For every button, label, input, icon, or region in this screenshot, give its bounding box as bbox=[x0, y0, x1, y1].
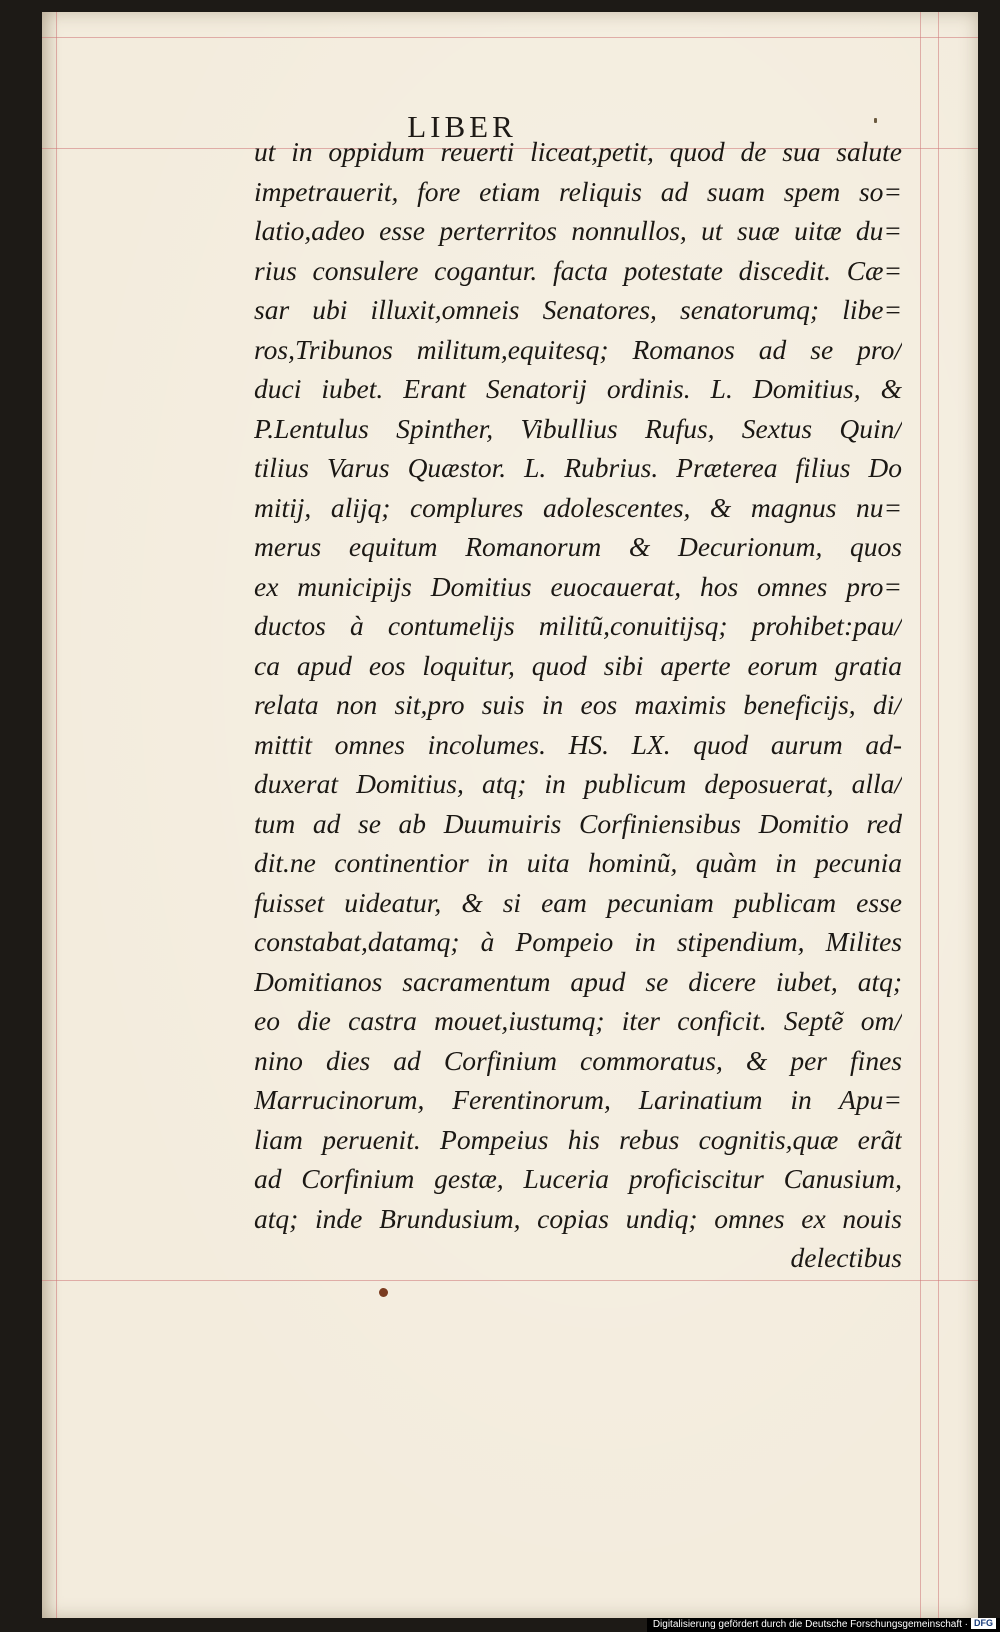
text-line: liam peruenit. Pompeius his rebus cognitis,quæ erãt bbox=[254, 1123, 902, 1155]
text-line: latio,adeo esse perterritos nonnullos, ut suæ uitæ du= bbox=[254, 215, 902, 246]
running-header: LIBER bbox=[407, 109, 517, 144]
grid-rule bbox=[42, 1280, 978, 1281]
text-line: ut in oppidum reuerti liceat,petit, quod de sua salute bbox=[254, 136, 902, 167]
ink-mark bbox=[874, 118, 877, 123]
text-line: merus equitum Romanorum & Decurionum, quos bbox=[254, 531, 902, 562]
grid-rule bbox=[938, 12, 939, 1618]
ink-blot bbox=[379, 1288, 388, 1297]
footer-banner bbox=[647, 1618, 1000, 1632]
text-line: fuisset uideatur, & si eam pecuniam publicam esse bbox=[254, 886, 902, 918]
grid-rule bbox=[920, 12, 921, 1618]
text-line: Marrucinorum, Ferentinorum, Larinatium in Apu= bbox=[254, 1084, 902, 1115]
text-line: ca apud eos loquitur, quod sibi aperte eorum gratia bbox=[254, 649, 902, 681]
text-line: impetrauerit, fore etiam reliquis ad suam spem so= bbox=[254, 175, 902, 207]
text-line: tilius Varus Quæstor. L. Rubrius. Præterea filius Do bbox=[254, 452, 902, 483]
page-text bbox=[254, 132, 902, 1278]
text-line: atq; inde Brundusium, copias undiq; omnes ex nouis bbox=[254, 1202, 902, 1234]
text-line: ros,Tribunos militum,equitesq; Romanos ad se pro/ bbox=[254, 333, 902, 365]
text-line: nino dies ad Corfinium commoratus, & per fines bbox=[254, 1044, 902, 1076]
dfg-logo: DFG bbox=[971, 1618, 996, 1629]
text-line: duxerat Domitius, atq; in publicum deposuerat, alla/ bbox=[254, 768, 902, 799]
text-line: ex municipijs Domitius euocauerat, hos omnes pro= bbox=[254, 570, 902, 602]
text-line: mitij, alijq; complures adolescentes, & magnus nu= bbox=[254, 491, 902, 523]
text-line: rius consulere cogantur. facta potestate discedit. Cæ= bbox=[254, 254, 902, 286]
footer-text: Digitalisierung gefördert durch die Deutsche Forschungsgemeinschaft · bbox=[652, 1619, 968, 1630]
grid-rule bbox=[42, 37, 978, 38]
text-line: constabat,datamq; à Pompeio in stipendium, Milites bbox=[254, 926, 902, 957]
catchword: delectibus bbox=[790, 1242, 902, 1273]
text-line: dit.ne continentior in uita hominũ, quàm in pecunia bbox=[254, 847, 902, 878]
text-line: eo die castra mouet,iustumq; iter conficit. Septẽ om/ bbox=[254, 1005, 902, 1036]
text-line: sar ubi illuxit,omneis Senatores, senatorumq; libe= bbox=[254, 294, 902, 325]
text-line: ad Corfinium gestæ, Luceria proficiscitur Canusium, bbox=[254, 1163, 902, 1194]
text-line: ductos à contumelijs militũ,conuitijsq; prohibet:pau/ bbox=[254, 610, 902, 641]
text-line: tum ad se ab Duumuiris Corfiniensibus Domitio red bbox=[254, 807, 902, 839]
text-line: mittit omnes incolumes. HS. LX. quod aurum ad- bbox=[254, 728, 902, 760]
text-line: duci iubet. Erant Senatorij ordinis. L. Domitius, & bbox=[254, 373, 902, 404]
grid-rule bbox=[56, 12, 57, 1618]
text-line: P.Lentulus Spinther, Vibullius Rufus, Sextus Quin/ bbox=[254, 412, 902, 444]
text-line: relata non sit,pro suis in eos maximis beneficijs, di/ bbox=[254, 689, 902, 720]
text-line: Domitianos sacramentum apud se dicere iubet, atq; bbox=[254, 965, 902, 997]
